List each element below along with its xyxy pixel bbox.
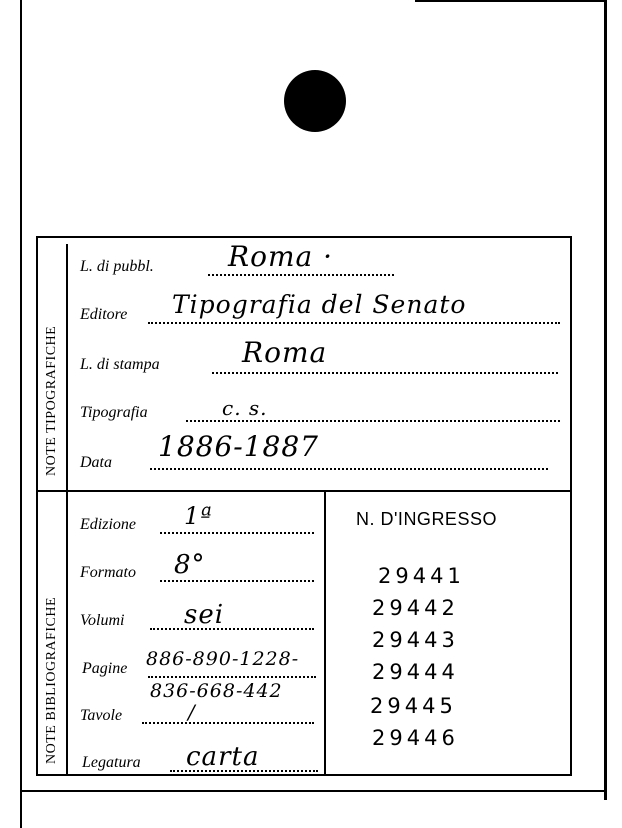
field-label-tavole: Tavole: [80, 707, 123, 724]
field-value-stampa: Roma: [242, 336, 328, 369]
field-value-editore: Tipografia del Senato: [172, 290, 467, 319]
ingresso-number: 29444: [372, 660, 459, 684]
ingresso-divider: [324, 492, 326, 776]
field-value-pagine-cont: 836-668-442: [150, 680, 283, 702]
ingresso-title: N. D'INGRESSO: [356, 509, 497, 529]
card-top-edge: [415, 0, 605, 2]
field-value-edizione: 1ª: [184, 502, 213, 530]
field-line-stampa: [212, 372, 558, 374]
field-line-edizione: [160, 532, 314, 534]
field-label-pagine: Pagine: [82, 660, 128, 677]
ingresso-number: 29443: [372, 628, 459, 652]
field-line-pubbl: [208, 274, 394, 276]
ingresso-number: 29441: [378, 564, 465, 588]
field-label-edizione: Edizione: [80, 516, 136, 533]
field-value-pubbl: Roma ·: [228, 240, 333, 273]
side-column-divider: [66, 244, 68, 774]
field-label-formato: Formato: [80, 564, 136, 581]
field-label-legatura: Legatura: [82, 754, 141, 771]
section-divider: [36, 490, 572, 492]
field-label-editore: Editore: [80, 306, 128, 323]
card-left-border: [20, 0, 22, 828]
field-line-volumi: [150, 628, 314, 630]
field-line-editore: [148, 322, 560, 324]
field-line-pagine: [148, 676, 316, 678]
ingresso-number: 29445: [370, 694, 457, 718]
ingresso-number: 29442: [372, 596, 459, 620]
field-line-formato: [160, 580, 314, 582]
card-right-border: [604, 0, 607, 800]
field-label-tipografia: Tipografia: [80, 404, 148, 421]
field-value-formato: 8°: [174, 550, 206, 580]
card-bottom-edge: [20, 790, 604, 792]
ingresso-number: 29446: [372, 726, 459, 750]
field-label-pubbl: L. di pubbl.: [80, 258, 154, 275]
tipografiche-title: NOTE TIPOGRAFICHE: [44, 325, 59, 476]
field-value-tipografia: c. s.: [222, 396, 268, 420]
field-value-data: 1886-1887: [158, 430, 319, 463]
field-value-legatura: carta: [186, 742, 260, 772]
field-value-tavole: /: [188, 700, 196, 724]
field-line-data: [150, 468, 548, 470]
field-line-tavole: [142, 722, 314, 724]
punch-hole: [284, 70, 346, 132]
field-line-tipografia: [186, 420, 560, 422]
field-label-stampa: L. di stampa: [80, 356, 160, 373]
field-label-volumi: Volumi: [80, 612, 125, 629]
field-value-volumi: sei: [184, 600, 225, 630]
field-value-pagine: 886-890-1228-: [146, 648, 300, 670]
field-label-data: Data: [80, 454, 112, 471]
bibliografiche-title: NOTE BIBLIOGRAFICHE: [44, 597, 59, 764]
